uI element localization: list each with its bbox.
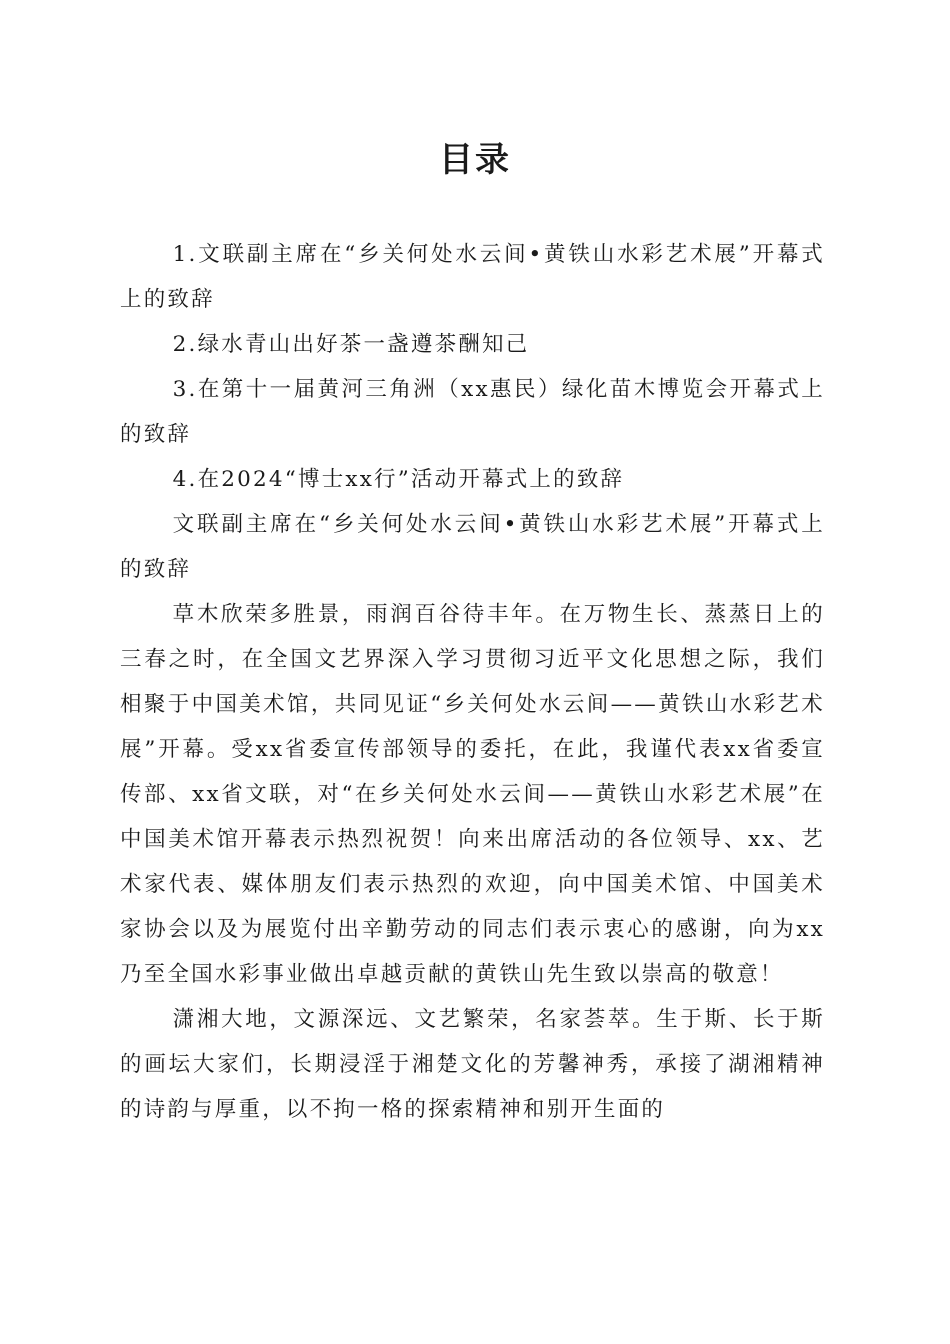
toc-item: 4.在2024“博士xx行”活动开幕式上的致辞: [172, 467, 625, 492]
document-body: [120, 232, 825, 1132]
toc-item: 3.在第十一届黄河三角洲（xx惠民）绿化苗木博览会开幕式上的致辞: [120, 377, 825, 447]
section-heading: 文联副主席在“乡关何处水云间•黄铁山水彩艺术展”开幕式上的致辞: [120, 512, 825, 582]
body-paragraph: 草木欣荣多胜景，雨润百谷待丰年。在万物生长、蒸蒸日上的三春之时，在全国文艺界深入学习贯彻习近平文化思想之际，我们相聚于中国美术馆，共同见证“乡关何处水云间——黄铁山水彩艺术展”开幕。受xx省委宣传部领导的委托，在此，我谨代表xx省委宣传部、xx省文联，对“在乡关何处水云间——黄铁山水彩艺术展”在中国美术馆开幕表示热烈祝贺！向来出席活动的各位领导、xx、艺术家代表、媒体朋友们表示热烈的欢迎，向中国美术馆、中国美术家协会以及为展览付出辛勤劳动的同志们表示衷心的感谢，向为xx乃至全国水彩事业做出卓越贡献的黄铁山先生致以崇高的敬意！: [120, 602, 825, 987]
toc-item: 2.绿水青山出好茶一盏遵茶酬知己: [172, 332, 530, 357]
page-title: 目录: [439, 140, 511, 180]
toc-item: 1.文联副主席在“乡关何处水云间•黄铁山水彩艺术展”开幕式上的致辞: [120, 242, 825, 312]
body-paragraph: 潇湘大地，文源深远、文艺繁荣，名家荟萃。生于斯、长于斯的画坛大家们，长期浸淫于湘楚文化的芳馨神秀，承接了湖湘精神的诗韵与厚重，以不拘一格的探索精神和别开生面的: [120, 1007, 825, 1122]
